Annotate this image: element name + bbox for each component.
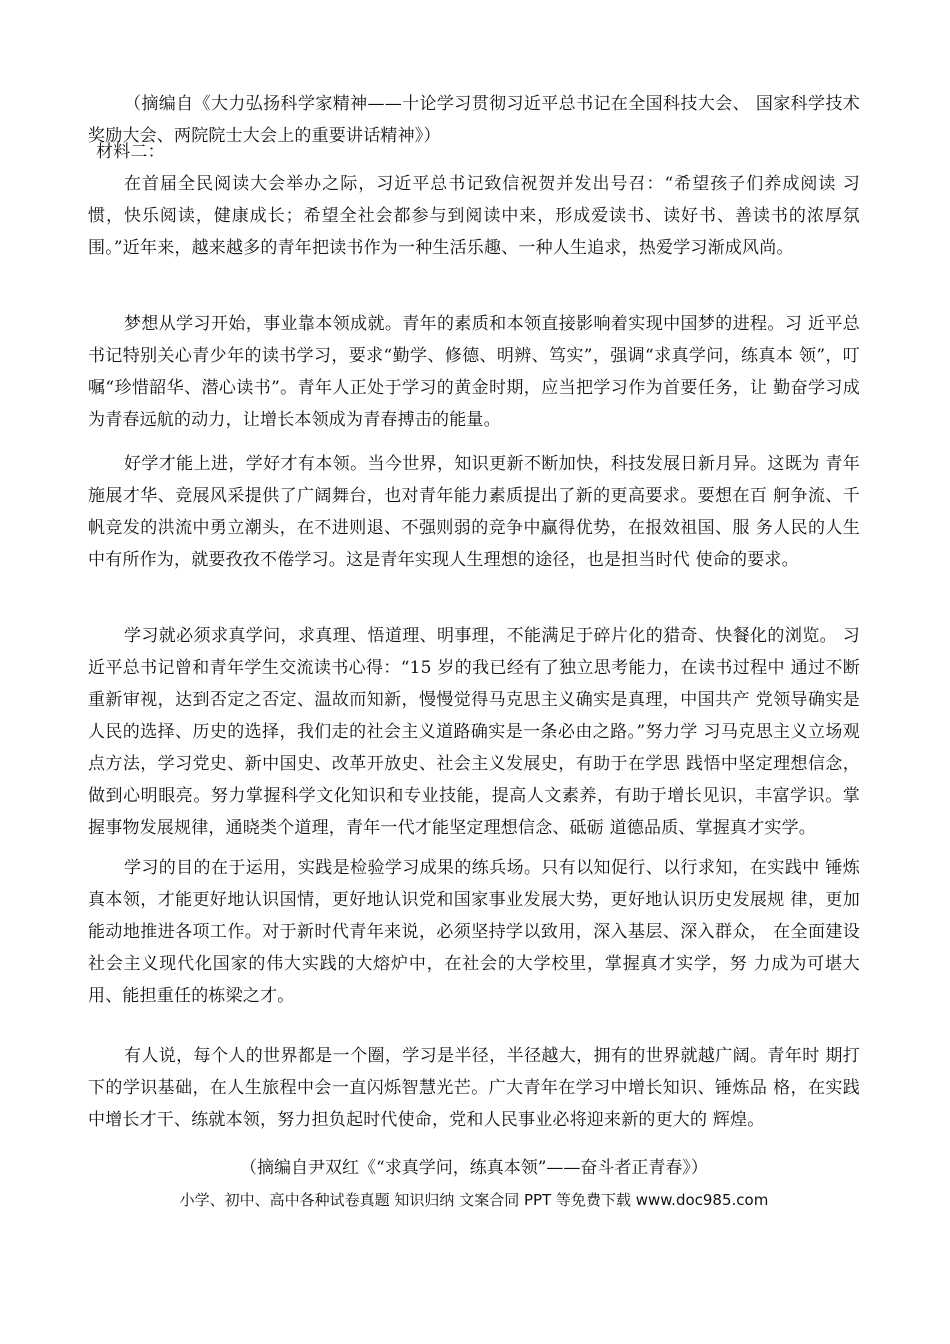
citation-source-1: （摘编自《大力弘扬科学家精神——十论学习贯彻习近平总书记在全国科技大会、 国家科学技术奖励大会、两院院士大会上的重要讲话精神》）	[88, 94, 860, 146]
footer-note: 小学、初中、高中各种试卷真题 知识归纳 文案合同 PPT 等免费下载 www.doc985.com	[179, 1191, 769, 1209]
paragraph-6: 有人说，每个人的世界都是一个圈，学习是半径，半径越大，拥有的世界就越广阔。青年时 期打下的学识基础，在人生旅程中会一直闪烁智慧光芒。广大青年在学习中增长知识、锤炼品 格，在实践中增长才干、练就本领，努力担负起时代使命，党和人民事业必将迎来新的更大的 辉煌。	[88, 1046, 860, 1130]
paragraph-3: 好学才能上进，学好才有本领。当今世界，知识更新不断加快，科技发展日新月异。这既为 青年施展才华、竞展风采提供了广阔舞台，也对青年能力素质提出了新的更高要求。要想在百 舸争流、千帆竞发的洪流中勇立潮头，在不进则退、不强则弱的竞争中赢得优势，在报效祖国、服 务人民的人生中有所作为，就要孜孜不倦学习。这是青年实现人生理想的途径，也是担当时代 使命的要求。	[88, 454, 860, 570]
paragraph-1: 在首届全民阅读大会举办之际，习近平总书记致信祝贺并发出号召：“希望孩子们养成阅读 习惯，快乐阅读，健康成长；希望全社会都参与到阅读中来，形成爱读书、读好书、善读书的浓厚氛围。”近年来，越来越多的青年把读书作为一种生活乐趣、一种人生追求，热爱学习渐成风尚。	[88, 174, 860, 258]
paragraph-4: 学习就必须求真学问，求真理、悟道理、明事理，不能满足于碎片化的猎奇、快餐化的浏览。 习近平总书记曾和青年学生交流读书心得：“15 岁的我已经有了独立思考能力，在读书过程中 通过不断重新审视，达到否定之否定、温故而知新，慢慢觉得马克思主义确实是真理，中国共产 党领导确实是人民的选择、历史的选择，我们走的社会主义道路确实是一条必由之路。”努力学 习马克思主义立场观点方法，学习党史、新中国史、改革开放史、社会主义发展史，有助于在学思 践悟中坚定理想信念，做到心明眼亮。努力掌握科学文化知识和专业技能，提高人文素养，有助于增长见识，丰富学识。掌握事物发展规律，通晓类个道理，青年一代才能坚定理想信念、砥砺 道德品质、掌握真才实学。	[88, 626, 860, 838]
citation-source-2: （摘编自尹双红《“求真学问，练真本领”——奋斗者正青春》）	[240, 1158, 708, 1178]
paragraph-2: 梦想从学习开始，事业靠本领成就。青年的素质和本领直接影响着实现中国梦的进程。习 近平总书记特别关心青少年的读书学习，要求“勤学、修德、明辨、笃实”，强调“求真学问，练真本 领”，叮嘱“珍惜韶华、潜心读书”。青年人正处于学习的黄金时期，应当把学习作为首要任务，让 勤奋学习成为青春远航的动力，让增长本领成为青春搏击的能量。	[88, 314, 860, 430]
material-2-heading: 材料二：	[96, 142, 165, 162]
paragraph-5: 学习的目的在于运用，实践是检验学习成果的练兵场。只有以知促行、以行求知，在实践中 锤炼真本领，才能更好地认识国情，更好地认识党和国家事业发展大势，更好地认识历史发展规 律，更加能动地推进各项工作。对于新时代青年来说，必须坚持学以致用，深入基层、深入群众， 在全面建设社会主义现代化国家的伟大实践的大熔炉中，在社会的大学校里，掌握真才实学，努 力成为可堪大用、能担重任的栋梁之才。	[88, 858, 860, 1006]
